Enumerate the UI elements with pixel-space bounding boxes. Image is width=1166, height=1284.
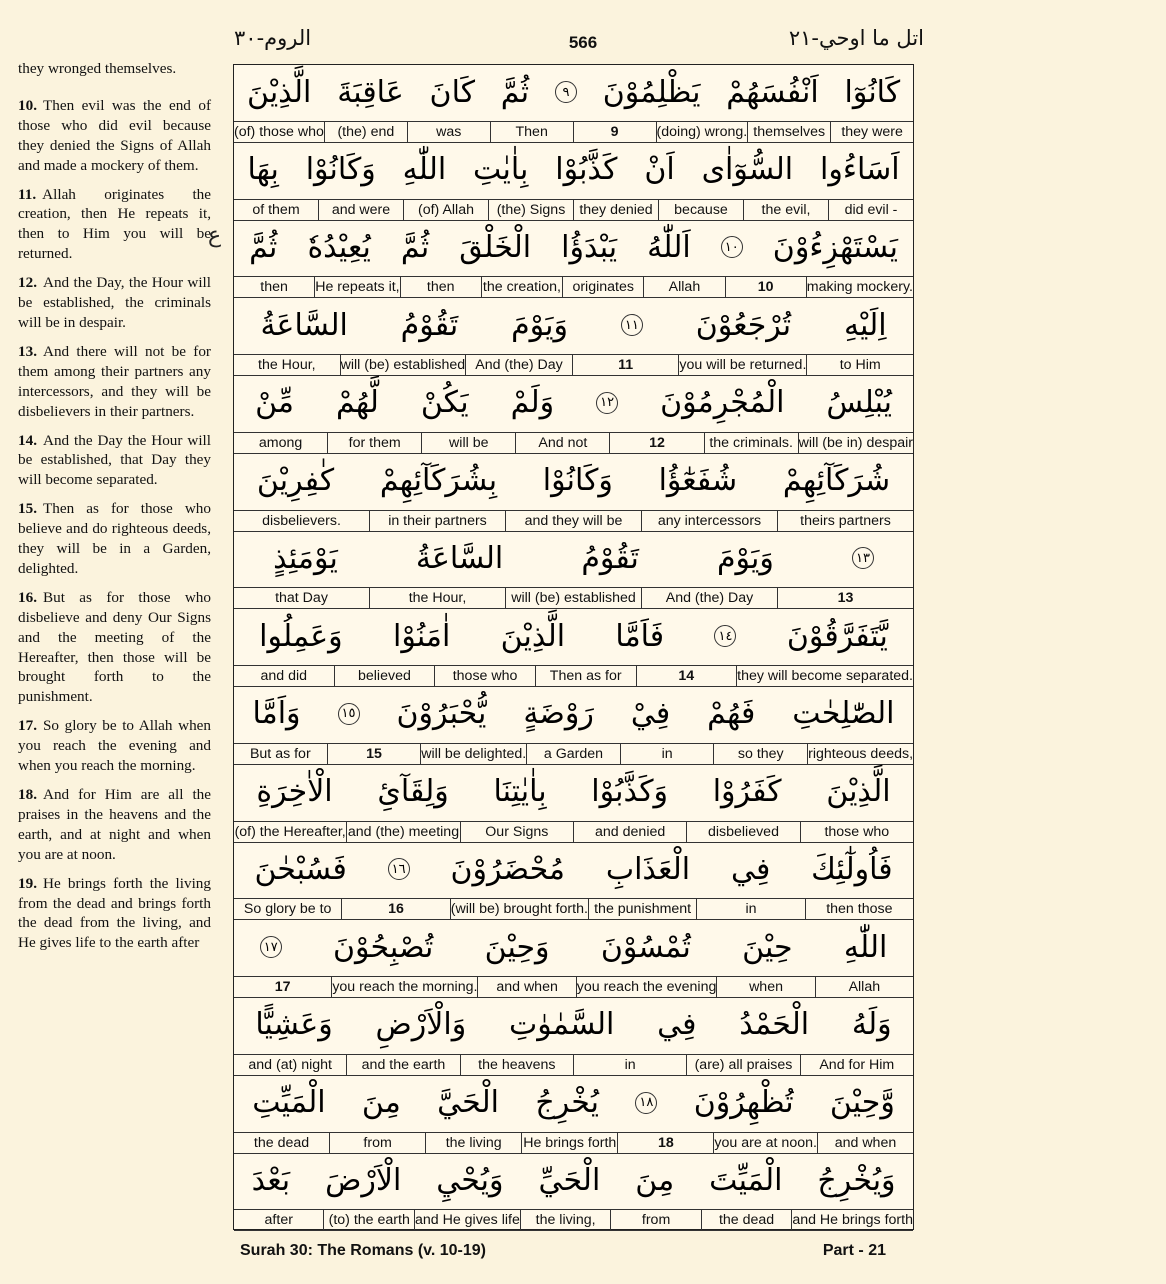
arabic-word: يَّتَفَرَّقُوْنَ (786, 618, 888, 654)
gloss-cell: righteous deeds, (808, 745, 914, 762)
gloss-cell: and the earth (346, 1055, 459, 1075)
arabic-word: بَعْدَ (251, 1162, 291, 1198)
arabic-word: ثُمَّ (249, 229, 278, 265)
arabic-word: حِيْنَ (742, 929, 793, 965)
gloss-cell: to Him (806, 355, 913, 375)
gloss-cell: in their partners (369, 511, 505, 531)
gloss-cell: He repeats it, (315, 279, 400, 296)
gloss-cell: those who (434, 666, 535, 686)
verse-number: 15. (18, 500, 37, 518)
arabic-word: فِيْ (630, 696, 671, 732)
gloss-cell: disbelieved (686, 822, 799, 842)
gloss-cell: will be (421, 433, 515, 453)
gloss-cell: then (400, 277, 481, 297)
ayah-end-marker: ١٢ (596, 392, 618, 414)
gloss-cell: and when (817, 1133, 913, 1153)
arabic-word: الصّٰلِحٰتِ (792, 696, 895, 732)
gloss-cell: And (the) Day (641, 588, 777, 608)
arabic-word: السَّاعَةُ (415, 540, 504, 576)
ayah-end-marker: ١٧ (260, 936, 282, 958)
arabic-word: وَيَوْمَ (716, 540, 774, 576)
verse-text: And for Him are all the praises in the heavens and the earth, and at night and when you are at noon. (18, 786, 211, 863)
grid-row (234, 841, 913, 919)
verse-text: He brings forth the living from the dead and brings forth the dead from the living, and He gives life to the earth after (18, 874, 211, 952)
arabic-word: وَحِيْنَ (484, 929, 550, 965)
english-gloss-line (234, 821, 913, 843)
verse-translation (18, 874, 211, 954)
gloss-cell: (the) end (324, 122, 407, 142)
arabic-word: فِي (657, 1007, 697, 1043)
arabic-word: وَكَانُوْا (305, 152, 376, 188)
grid-row (234, 686, 913, 764)
arabic-word: اَللّٰهُ (647, 229, 691, 265)
arabic-word: السَّمٰوٰتِ (508, 1007, 615, 1043)
arabic-line (234, 453, 913, 509)
verse-text: And the Day the Hour will be established, that Day they will become separated. (18, 431, 211, 489)
header-part-arabic: اتل ما اوحي-٢١ (788, 26, 924, 50)
gloss-cell: you are at noon. (714, 1134, 817, 1151)
arabic-word: وَاَمَّا (252, 696, 301, 732)
arabic-word: اَسَاءُوا (820, 152, 900, 188)
gloss-cell: And for Him (800, 1055, 913, 1075)
arabic-word: الْعَذَابِ (605, 851, 691, 887)
arabic-word: فَسُبْحٰنَ (254, 851, 347, 887)
arabic-word: يُعِيْدُهٗ (307, 229, 371, 265)
arabic-word: مِّنْ (255, 385, 294, 421)
arabic-word: تُصْبِحُوْنَ (333, 929, 434, 965)
gloss-cell: you reach the evening (576, 979, 717, 996)
grid-row (234, 142, 913, 220)
arabic-word: تُمْسُوْنَ (600, 929, 691, 965)
gloss-cell: a Garden (526, 744, 620, 764)
gloss-cell: did evil - (828, 200, 913, 220)
english-gloss-line (234, 743, 913, 765)
verse-translation (18, 273, 211, 333)
gloss-cell: they will become separated. (737, 668, 913, 685)
grid-row (234, 1075, 913, 1153)
header-surah-arabic: الروم-٣٠ (234, 26, 312, 50)
arabic-word: ثُمَّ (400, 229, 430, 265)
gloss-cell: disbelievers. (262, 512, 341, 529)
ayah-end-marker: ٩ (555, 81, 577, 103)
arabic-word: وَلِقَآئِ (377, 774, 449, 810)
arabic-word: اِلَيْهِ (843, 307, 887, 343)
footer-surah-title: Surah 30: The Romans (v. 10-19) (240, 1242, 486, 1259)
arabic-word: بِاٰيٰتِنَا (493, 774, 547, 810)
arabic-word: كٰفِرِيْنَ (256, 463, 335, 499)
gloss-cell: And not (515, 433, 609, 453)
gloss-cell: in (696, 899, 804, 919)
arabic-word: مِنَ (361, 1085, 401, 1121)
verse-text: Then as for those who believe and do righteous deeds, they will be in a Garden, delighted. (18, 500, 211, 577)
arabic-line (234, 997, 913, 1053)
arabic-word: كَانَ (429, 74, 475, 110)
gloss-verse-number: 13 (777, 588, 913, 608)
english-gloss-line (234, 354, 913, 376)
arabic-word: وَكَانُوْا (542, 463, 613, 499)
arabic-word: مُحْضَرُوْنَ (450, 851, 566, 887)
gloss-cell: (will be) brought forth. (450, 901, 588, 918)
ayah-end-marker: ١١ (621, 314, 643, 336)
arabic-word: اللّٰهِ (402, 152, 447, 188)
english-gloss-line (234, 1209, 913, 1231)
arabic-word: الَّذِيْنَ (826, 774, 891, 810)
gloss-cell: of them (252, 201, 300, 218)
word-by-word-grid (233, 64, 914, 1230)
english-gloss-line (234, 976, 913, 998)
english-gloss-line (234, 276, 913, 298)
verse-translation (18, 785, 211, 865)
arabic-line (234, 530, 913, 586)
arabic-line (234, 1152, 913, 1208)
grid-row (234, 219, 913, 297)
grid-row (234, 64, 913, 142)
gloss-cell: and denied (573, 822, 686, 842)
gloss-cell: And (the) Day (465, 355, 572, 375)
gloss-cell: and were (318, 200, 403, 220)
ayah-end-marker: ١٦ (388, 858, 410, 880)
gloss-cell: among (258, 434, 303, 451)
english-gloss-line (234, 898, 913, 920)
arabic-line (234, 608, 913, 664)
arabic-line (234, 686, 913, 742)
arabic-word: وَعَمِلُوا (259, 618, 343, 654)
arabic-word: السَّاعَةُ (260, 307, 348, 343)
gloss-cell: the Hour, (369, 588, 505, 608)
gloss-cell: because (658, 200, 743, 220)
grid-row (234, 297, 913, 375)
arabic-word: فَاَمَّا (615, 618, 665, 654)
arabic-word: فَاُولٰٓئِكَ (811, 851, 893, 887)
grid-row (234, 608, 913, 686)
gloss-cell: theirs partners (777, 511, 913, 531)
gloss-cell: will (be) established (505, 588, 641, 608)
gloss-verse-number: 18 (617, 1133, 713, 1153)
arabic-word: تُرْجَعُوْنَ (695, 307, 792, 343)
english-gloss-line (234, 1054, 913, 1076)
arabic-line (234, 64, 913, 120)
arabic-word: يُّحْبَرُوْنَ (396, 696, 487, 732)
arabic-word: ثُمَّ (500, 74, 530, 110)
gloss-cell: Our Signs (460, 822, 573, 842)
gloss-cell: they denied (573, 200, 658, 220)
gloss-cell: when (716, 977, 814, 997)
gloss-cell: they were (830, 122, 913, 142)
gloss-cell: the living (425, 1133, 521, 1153)
verse-continuation: they wronged themselves. (18, 60, 177, 77)
gloss-cell: (of) Allah (403, 200, 488, 220)
arabic-word: بِشُرَكَآئِهِمْ (379, 463, 498, 499)
arabic-word: تُظْهِرُوْنَ (693, 1085, 794, 1121)
arabic-word: لَّهُمْ (335, 385, 379, 421)
ayah-end-marker: ١٠ (721, 236, 743, 258)
grid-row (234, 375, 913, 453)
gloss-cell: you reach the morning. (332, 979, 478, 996)
arabic-word: يُبْلِسُ (826, 385, 893, 421)
gloss-cell: the criminals. (704, 433, 798, 453)
arabic-word: اَنْ (644, 152, 675, 188)
gloss-cell: the Hour, (258, 357, 316, 374)
arabic-word: الَّذِيْنَ (246, 74, 312, 110)
gloss-cell: (to) the earth (323, 1210, 413, 1230)
grid-row (234, 919, 913, 997)
grid-row (234, 530, 913, 608)
arabic-word: الَّذِيْنَ (500, 618, 566, 654)
english-gloss-line (234, 199, 913, 221)
grid-row (234, 764, 913, 842)
ayah-end-marker: ١٣ (852, 547, 874, 569)
gloss-cell: the punishment (588, 899, 696, 919)
gloss-cell: Allah (815, 977, 913, 997)
gloss-cell: so they (713, 744, 807, 764)
gloss-cell: making mockery. (806, 279, 913, 296)
english-gloss-line (234, 510, 913, 532)
gloss-verse-number: 9 (573, 122, 656, 142)
arabic-word: يَبْدَؤُا (561, 229, 618, 265)
arabic-word: يَسْتَهْزِءُوْنَ (772, 229, 898, 265)
gloss-cell: from (329, 1133, 425, 1153)
gloss-cell: the living, (520, 1210, 610, 1230)
gloss-verse-number: 11 (572, 355, 679, 375)
gloss-cell: Then as for (535, 666, 636, 686)
gloss-cell: and He gives life (414, 1212, 520, 1229)
arabic-line (234, 297, 913, 353)
arabic-word: وَّحِيْنَ (829, 1085, 895, 1121)
gloss-cell: from (610, 1210, 700, 1230)
grid-row (234, 453, 913, 531)
arabic-word: يُخْرِجُ (535, 1085, 600, 1121)
gloss-cell: was (407, 122, 490, 142)
gloss-cell: originates (562, 277, 643, 297)
gloss-cell: the evil, (743, 200, 828, 220)
arabic-line (234, 764, 913, 820)
arabic-word: فِي (730, 851, 771, 887)
gloss-verse-number: 10 (725, 277, 806, 297)
translation-column (18, 59, 211, 962)
verse-text: But as for those who disbelieve and deny Our Signs and the meeting of the Hereafter, then those will be brought forth to the punishment. (18, 588, 211, 706)
verse-number: 17. (18, 717, 37, 735)
arabic-word: يَوْمَئِذٍ (273, 540, 338, 576)
footer-part: Part - 21 (822, 1242, 886, 1259)
gloss-cell: (are) all praises (686, 1055, 799, 1075)
gloss-cell: the dead (253, 1134, 310, 1151)
page-number: 566 (568, 33, 598, 52)
arabic-word: وَلَمْ (510, 385, 555, 421)
gloss-cell: in (573, 1055, 686, 1075)
arabic-word: وَيَوْمَ (511, 307, 569, 343)
verse-number: 10. (18, 96, 37, 114)
english-gloss-line (234, 1132, 913, 1154)
gloss-cell: that Day (275, 590, 328, 607)
verse-translation (18, 96, 211, 176)
gloss-cell: Then (490, 122, 573, 142)
verse-text: And the Day, the Hour will be established, the criminals will be in despair. (18, 274, 211, 331)
gloss-cell: after (264, 1212, 293, 1229)
verse-translation (18, 716, 211, 776)
arabic-word: تَقُوْمُ (581, 540, 639, 576)
arabic-word: بِاٰيٰتِ (473, 152, 529, 188)
english-gloss-line (234, 432, 913, 454)
arabic-word: مِنَ (635, 1162, 675, 1198)
gloss-cell: you will be returned. (679, 357, 807, 374)
arabic-line (234, 1075, 913, 1131)
arabic-word: اٰمَنُوْا (393, 618, 451, 654)
english-gloss-line (234, 587, 913, 609)
gloss-cell: those who (800, 822, 913, 842)
arabic-word: فَهُمْ (707, 696, 756, 732)
ruku-mark: ع (208, 222, 222, 247)
verse-translation (18, 185, 211, 265)
verse-number: 12. (18, 274, 37, 292)
verse-number: 19. (18, 874, 37, 892)
gloss-cell: for them (327, 433, 421, 453)
arabic-word: كَفَرُوْا (712, 774, 782, 810)
verse-translation (18, 431, 211, 491)
arabic-word: وَالْاَرْضِ (375, 1007, 467, 1043)
gloss-cell: and (at) night (248, 1056, 332, 1073)
gloss-cell: But as for (249, 745, 311, 762)
arabic-word: شُرَكَآئِهِمْ (782, 463, 891, 499)
verse-number: 11. (18, 185, 37, 203)
gloss-cell: So glory be to (243, 901, 332, 918)
arabic-word: يَكُنْ (420, 385, 469, 421)
arabic-word: السُّوٓاٰى (701, 152, 794, 188)
verse-number: 18. (18, 786, 37, 803)
arabic-word: وَيُحْيِ (436, 1162, 504, 1198)
arabic-word: الْحَيِّ (538, 1162, 601, 1198)
gloss-cell: believed (334, 666, 435, 686)
gloss-cell: and (the) meeting (347, 823, 460, 840)
arabic-word: كَذَّبُوْا (555, 152, 618, 188)
arabic-word: الْخَلْقَ (459, 229, 532, 265)
arabic-word: وَلَهُ (851, 1007, 892, 1043)
arabic-word: اَنْفُسَهُمْ (726, 74, 819, 110)
gloss-cell: (of) those who (234, 124, 324, 140)
gloss-cell: then those (805, 899, 913, 919)
gloss-cell: (doing) wrong. (656, 124, 748, 140)
gloss-cell: (of) the Hereafter, (234, 823, 346, 840)
arabic-word: اللّٰهِ (843, 929, 888, 965)
gloss-cell: the dead (701, 1210, 791, 1230)
gloss-cell: and when (477, 977, 575, 997)
arabic-line (234, 919, 913, 975)
verse-number: 14. (18, 431, 37, 449)
verse-translation (18, 342, 211, 422)
arabic-word: الْاَرْضَ (325, 1162, 402, 1198)
verse-text: So glory be to Allah when you reach the evening and when you reach the morning. (18, 717, 211, 775)
gloss-cell: (the) Signs (488, 200, 573, 220)
gloss-cell: the creation, (481, 277, 562, 297)
arabic-word: كَانُوٓا (844, 74, 901, 110)
english-gloss-line (234, 121, 913, 143)
gloss-cell: and did (260, 668, 308, 685)
gloss-cell: the heavens (460, 1055, 573, 1075)
verse-translation (18, 499, 211, 579)
gloss-cell: themselves (747, 122, 830, 142)
gloss-cell: will be delighted. (421, 745, 527, 762)
gloss-cell: and they will be (505, 511, 641, 531)
gloss-cell: in (620, 744, 714, 764)
arabic-word: بِهَا (247, 152, 279, 188)
grid-row (234, 997, 913, 1075)
gloss-verse-number: 12 (609, 433, 703, 453)
verse-number: 13. (18, 342, 37, 360)
arabic-word: الْحَيَّ (437, 1085, 500, 1121)
arabic-word: وَيُخْرِجُ (817, 1162, 896, 1198)
arabic-word: الْمَيِّتَ (709, 1162, 783, 1198)
verse-text: And there will not be for them among their partners any intercessors, and they will be disbelievers in their partners. (18, 342, 211, 420)
arabic-word: عَاقِبَةَ (337, 74, 404, 110)
arabic-word: الْحَمْدُ (739, 1007, 810, 1043)
gloss-cell: will (be in) despair (798, 434, 913, 451)
gloss-cell: any intercessors (641, 511, 777, 531)
arabic-word: الْمُجْرِمُوْنَ (660, 385, 785, 421)
arabic-word: شُفَعٰٓؤُا (658, 463, 738, 499)
verse-number: 16. (18, 588, 37, 606)
arabic-word: الْمَيِّتِ (252, 1085, 326, 1121)
arabic-word: الْاٰخِرَةِ (256, 774, 333, 810)
arabic-line (234, 375, 913, 431)
verse-translation (18, 588, 211, 707)
arabic-line (234, 142, 913, 198)
gloss-cell: will (be) established (340, 357, 466, 374)
verse-text: Then evil was the end of those who did evil because they denied the Signs of Allah and made a mockery of them. (18, 96, 211, 174)
gloss-cell: then (260, 279, 288, 296)
arabic-line (234, 219, 913, 275)
gloss-cell: Allah (643, 277, 724, 297)
arabic-word: تَقُوْمُ (400, 307, 459, 343)
gloss-verse-number: 15 (327, 744, 421, 764)
arabic-word: وَكَذَّبُوْا (591, 774, 668, 810)
verse-text: Allah originates the creation, then He repeats it, then to Him you will be returned. (18, 185, 211, 263)
arabic-word: وَعَشِيًّا (255, 1007, 333, 1043)
gloss-cell: and He brings forth (792, 1212, 913, 1229)
ayah-end-marker: ١٥ (338, 703, 360, 725)
arabic-word: رَوْضَةٍ (523, 696, 594, 732)
gloss-cell: He brings forth (523, 1134, 617, 1151)
gloss-verse-number: 17 (274, 979, 291, 996)
gloss-verse-number: 16 (341, 899, 449, 919)
gloss-verse-number: 14 (636, 666, 737, 686)
ayah-end-marker: ١٤ (714, 625, 736, 647)
arabic-line (234, 841, 913, 897)
ayah-end-marker: ١٨ (635, 1092, 657, 1114)
arabic-word: يَظْلِمُوْنَ (602, 74, 701, 110)
english-gloss-line (234, 665, 913, 687)
grid-row (234, 1152, 913, 1230)
